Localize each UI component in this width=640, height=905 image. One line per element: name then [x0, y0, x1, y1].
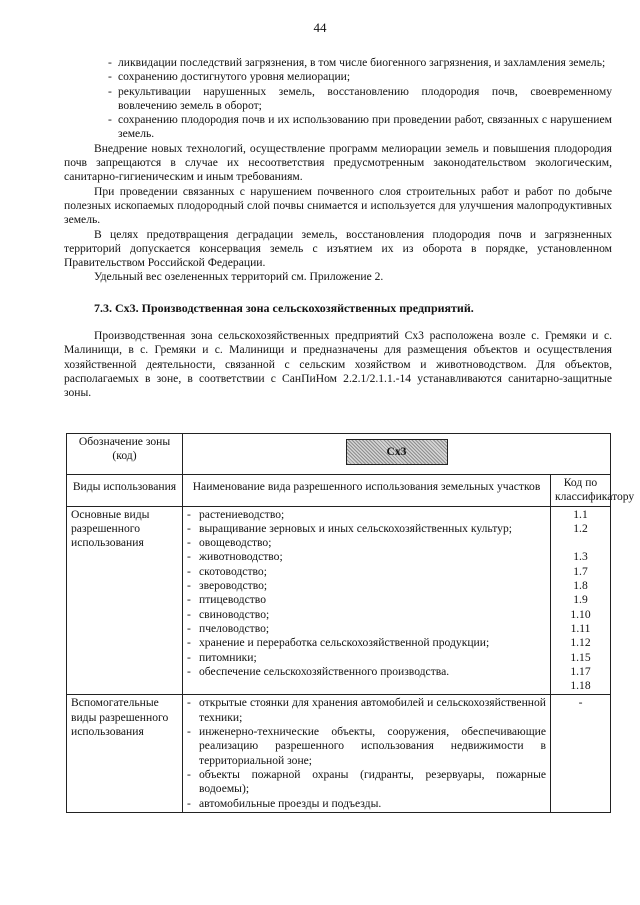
page-number: 44 [313, 20, 327, 35]
classifier-code: 1.3 [573, 550, 588, 564]
paragraph: При проведении связанных с нарушением почвенного слоя строительных работ и работ по добыче полезных ископаемых плодородный слой почвы снимается и используется для улучшения малопродуктивных земель. [64, 184, 612, 227]
main-usage-list [183, 506, 551, 695]
paragraph: В целях предотвращения деградации земель, восстановления плодородия почв и загрязненных территорий допускается консервация земель с изъятием их из оборота в порядке, установленном Правительством Российской Федерации. [64, 227, 612, 270]
list-item: - обеспечение сельскохозяйственного производства. [187, 664, 450, 678]
list-item: - скотоводство; [187, 564, 267, 578]
section-heading: 7.3. Сх3. Производственная зона сельскохозяйственных предприятий. [94, 300, 474, 315]
document-body [64, 56, 612, 401]
classifier-code: 1.17 [570, 664, 591, 678]
zone-code-row [67, 434, 611, 475]
main-usage-label: Основные виды разрешенного использования [67, 506, 183, 695]
list-item: - растениеводство; [187, 507, 285, 521]
paragraph: Внедрение новых технологий, осуществление программ мелиорации земель и повышения плодородия почв запрещаются в случае их несоответствия предусмотренным законодательством экологическим, санитарно-гигиеническим и иным требованиям. [64, 141, 612, 184]
classifier-code: 1.15 [570, 650, 591, 664]
aux-usage-label: Вспомогательные виды разрешенного использования [67, 695, 183, 812]
aux-usage-list [183, 695, 551, 812]
header-usage: Виды использования [67, 475, 183, 507]
zone-code-badge: Сх3 [346, 439, 448, 465]
aux-usage-row [67, 695, 611, 812]
code-spacer [555, 536, 606, 550]
list-item: - питомники; [187, 650, 257, 664]
header-name: Наименование вида разрешенного использования земельных участков [183, 475, 551, 507]
list-item: - овощеводство; [187, 536, 272, 550]
section-paragraph: Производственная зона сельскохозяйственных предприятий Сх3 расположена возле с. Гремяки и с. Малинищи, в с. Гремяки и с. Малинищи и предназначены для размещения объектов и осуществления хозяйственной деятельности, связанной с сельским хозяйством и животноводством. Для объектов, располагаемых в зоне, в соответствии с СанПиНом 2.2.1/2.1.1.-14 устанавливаются санитарно-защитные зоны. [64, 329, 612, 400]
list-item: - животноводство; [187, 550, 283, 564]
zone-table [66, 433, 635, 813]
main-usage-codes [551, 506, 611, 695]
classifier-code: 1.10 [570, 607, 591, 621]
classifier-code: 1.2 [573, 521, 588, 535]
bullet-item: - сохранению плодородия почв и их использованию при проведении работ, связанных с нарушением земель. [108, 113, 612, 141]
main-usage-row [67, 506, 611, 695]
list-item: - объекты пожарной охраны (гидранты, резервуары, пожарные водоемы); [187, 767, 546, 796]
zone-code-cell [183, 434, 611, 475]
classifier-code: 1.11 [570, 621, 591, 635]
list-item: - открытые стоянки для хранения автомобилей и сельскохозяйственной техники; [187, 696, 546, 724]
classifier-code: 1.1 [573, 507, 588, 521]
list-item: - пчеловодство; [187, 621, 270, 635]
bullet-item: - сохранению достигнутого уровня мелиорации; [108, 70, 351, 84]
classifier-code: 1.12 [570, 636, 591, 650]
list-item: - выращивание зерновых и иных сельскохозяйственных культур; [187, 521, 512, 535]
zone-label-cell: Обозначение зоны (код) [67, 434, 183, 475]
list-item: - хранение и переработка сельскохозяйственной продукции; [187, 636, 490, 650]
list-item: - автомобильные проезды и подъезды. [187, 796, 382, 810]
classifier-code: 1.8 [573, 579, 588, 593]
list-item: - звероводство; [187, 579, 268, 593]
paragraph: Удельный вес озелененных территорий см. Приложение 2. [94, 270, 384, 284]
header-row [67, 475, 611, 507]
classifier-code: 1.9 [573, 593, 588, 607]
header-code: Код по классификатору [551, 475, 611, 507]
list-item: - свиноводство; [187, 607, 270, 621]
classifier-code: 1.7 [573, 564, 588, 578]
aux-usage-code: - [551, 695, 611, 812]
bullet-item: - рекультивации нарушенных земель, восстановлению плодородия почв, своевременному вовлечению земель в оборот; [108, 84, 612, 112]
list-item: - инженерно-технические объекты, сооружения, обеспечивающие реализацию разрешенного использования недвижимости в территориальной зоне; [187, 725, 546, 767]
classifier-code: 1.18 [570, 679, 591, 693]
list-item: - птицеводство [187, 593, 266, 607]
bullet-item: - ликвидации последствий загрязнения, в том числе биогенного загрязнения, и захламления земель; [108, 56, 606, 69]
